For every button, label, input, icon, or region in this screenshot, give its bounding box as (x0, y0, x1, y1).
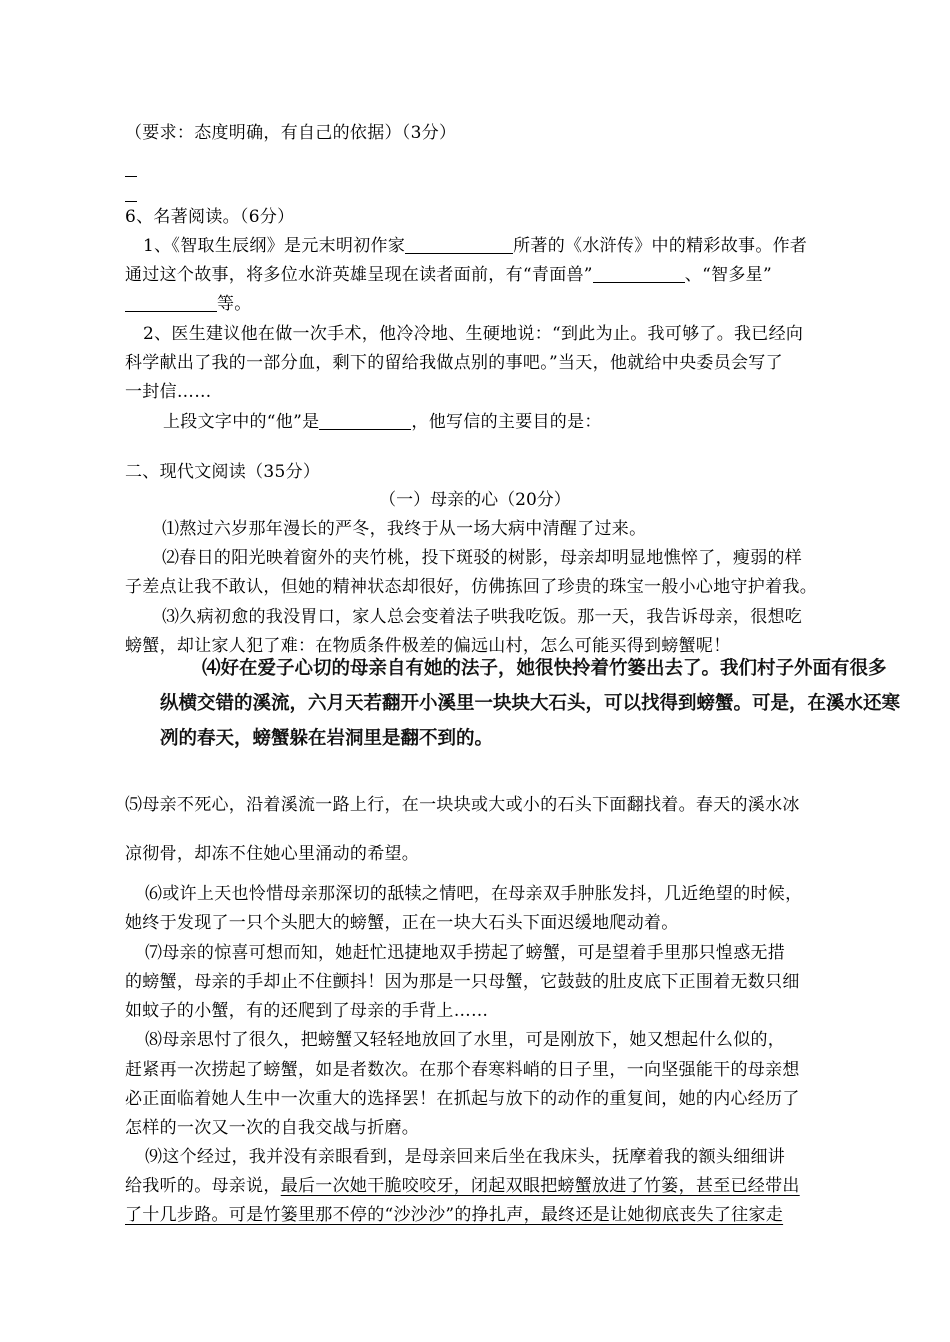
q6-item1-text-d: 、“智多星” (684, 265, 772, 285)
para-7-line-2: 的螃蟹，母亲的手却止不住颤抖！因为那是一只母蟹，它鼓鼓的肚皮底下正围着无数只细 (125, 972, 800, 992)
blank-author[interactable] (405, 235, 513, 254)
para-5-line-1: ⑸母亲不死心，沿着溪流一路上行，在一块块或大或小的石头下面翻找着。春天的溪水冰 (125, 795, 800, 815)
para-3-line-1: ⑶久病初愈的我没胃口，家人总会变着法子哄我吃饭。那一天，我告诉母亲，很想吃 (162, 607, 803, 627)
para-6-line-1: ⑹或许上天也怜惜母亲那深切的舐犊之情吧，在母亲双手肿胀发抖，几近绝望的时候， (145, 884, 803, 904)
q6-item1-line1 (143, 234, 903, 258)
blank-zhiduoxing[interactable] (125, 293, 217, 312)
para-2-line-1: ⑵春日的阳光映着窗外的夹竹桃，投下斑驳的树影，母亲却明显地憔悴了，瘦弱的样 (162, 548, 803, 568)
para-4-line-1: ⑷好在爱子心切的母亲自有她的法子，她很快拎着竹篓出去了。我们村子外面有很多 (202, 658, 887, 679)
para-2-line-2: 子差点让我不敢认，但她的精神状态却很好，仿佛拣回了珍贵的珠宝一般小心地守护着我。 (125, 577, 817, 597)
para-9-underlined-2: 了十几步路。可是竹篓里那不停的“沙沙沙”的挣扎声，最终还是让她彻底丧失了往家走 (125, 1205, 784, 1225)
q6-item2-line3: 一封信…… (125, 382, 212, 402)
q6-item2-text-a: 上段文字中的“他”是 (163, 412, 320, 432)
q5-requirement: （要求：态度明确，有自己的依据）（3分） (125, 123, 457, 143)
blank-ta[interactable] (319, 411, 411, 430)
para-8-line-2: 赶紧再一次捞起了螃蟹，如是者数次。在那个春寒料峭的日子里，一向坚强能干的母亲想 (125, 1060, 800, 1080)
q6-item1-line3 (125, 292, 885, 316)
q6-item1-line2 (125, 263, 885, 287)
para-6-line-2: 她终于发现了一只个头肥大的螃蟹，正在一块大石头下面迟缓地爬动着。 (125, 913, 679, 933)
q6-item1-text-c: 通过这个故事，将多位水浒英雄呈现在读者面前，有“青面兽” (125, 265, 593, 285)
para-8-line-1: ⑻母亲思忖了很久，把螃蟹又轻轻地放回了水里，可是刚放下，她又想起什么似的， (145, 1030, 786, 1050)
para-1: ⑴熬过六岁那年漫长的严冬，我终于从一场大病中清醒了过来。 (162, 519, 647, 539)
q6-item1-text-b: 所著的《水浒传》中的精彩故事。作者 (513, 236, 808, 256)
para-5-line-2: 凉彻骨，却冻不住她心里涌动的希望。 (125, 844, 420, 864)
answer-line-1 (125, 176, 137, 177)
q6-item2-line2: 科学献出了我的一部分血，剩下的留给我做点别的事吧。”当天，他就给中央委员会写了 (125, 353, 783, 373)
q6-title: 6、名著阅读。（6分） (125, 207, 295, 227)
para-3-line-2: 螃蟹，却让家人犯了难：在物质条件极差的偏远山村，怎么可能买得到螃蟹呢！ (125, 636, 731, 656)
section2-title: 二、现代文阅读（35分） (125, 462, 321, 482)
para-7-line-1: ⑺母亲的惊喜可想而知，她赶忙迅捷地双手捞起了螃蟹，可是望着手里那只惶惑无措 (145, 943, 786, 963)
para-9-underlined-1: 最后一次她干脆咬咬牙，闭起双眼把螃蟹放进了竹篓，甚至已经带出 (280, 1176, 800, 1196)
para-9-text-plain: 给我听的。母亲说， (125, 1176, 281, 1196)
para-8-line-3: 必正面临着她人生中一次重大的选择罢！在抓起与放下的动作的重复间，她的内心经历了 (125, 1089, 800, 1109)
para-9-line-2 (125, 1174, 885, 1198)
article-title: （一）母亲的心（20分） (379, 490, 571, 510)
para-4-line-3: 冽的春天，螃蟹躲在岩洞里是翻不到的。 (160, 728, 494, 749)
para-7-line-3: 如蚊子的小蟹，有的还爬到了母亲的手背上…… (125, 1001, 489, 1021)
q6-item2-text-b: ，他写信的主要目的是： (411, 412, 602, 432)
q6-item1-text-e: 等。 (217, 294, 252, 314)
para-4-line-2: 纵横交错的溪流，六月天若翻开小溪里一块块大石头，可以找得到螃蟹。可是，在溪水还寒 (160, 693, 901, 714)
para-9-line-1: ⑼这个经过，我并没有亲眼看到，是母亲回来后坐在我床头，抚摩着我的额头细细讲 (145, 1147, 786, 1167)
answer-line-2 (125, 201, 137, 202)
q6-item2-line1: 2、医生建议他在做一次手术，他冷冷地、生硬地说：“到此为止。我可够了。我已经向 (143, 324, 804, 344)
q6-item2-line4 (163, 410, 923, 434)
para-8-line-4: 怎样的一次又一次的自我交战与折磨。 (125, 1118, 420, 1138)
blank-qingmianshou[interactable] (593, 264, 685, 283)
q6-item1-text-a: 1、《智取生辰纲》是元末明初作家 (143, 236, 406, 256)
